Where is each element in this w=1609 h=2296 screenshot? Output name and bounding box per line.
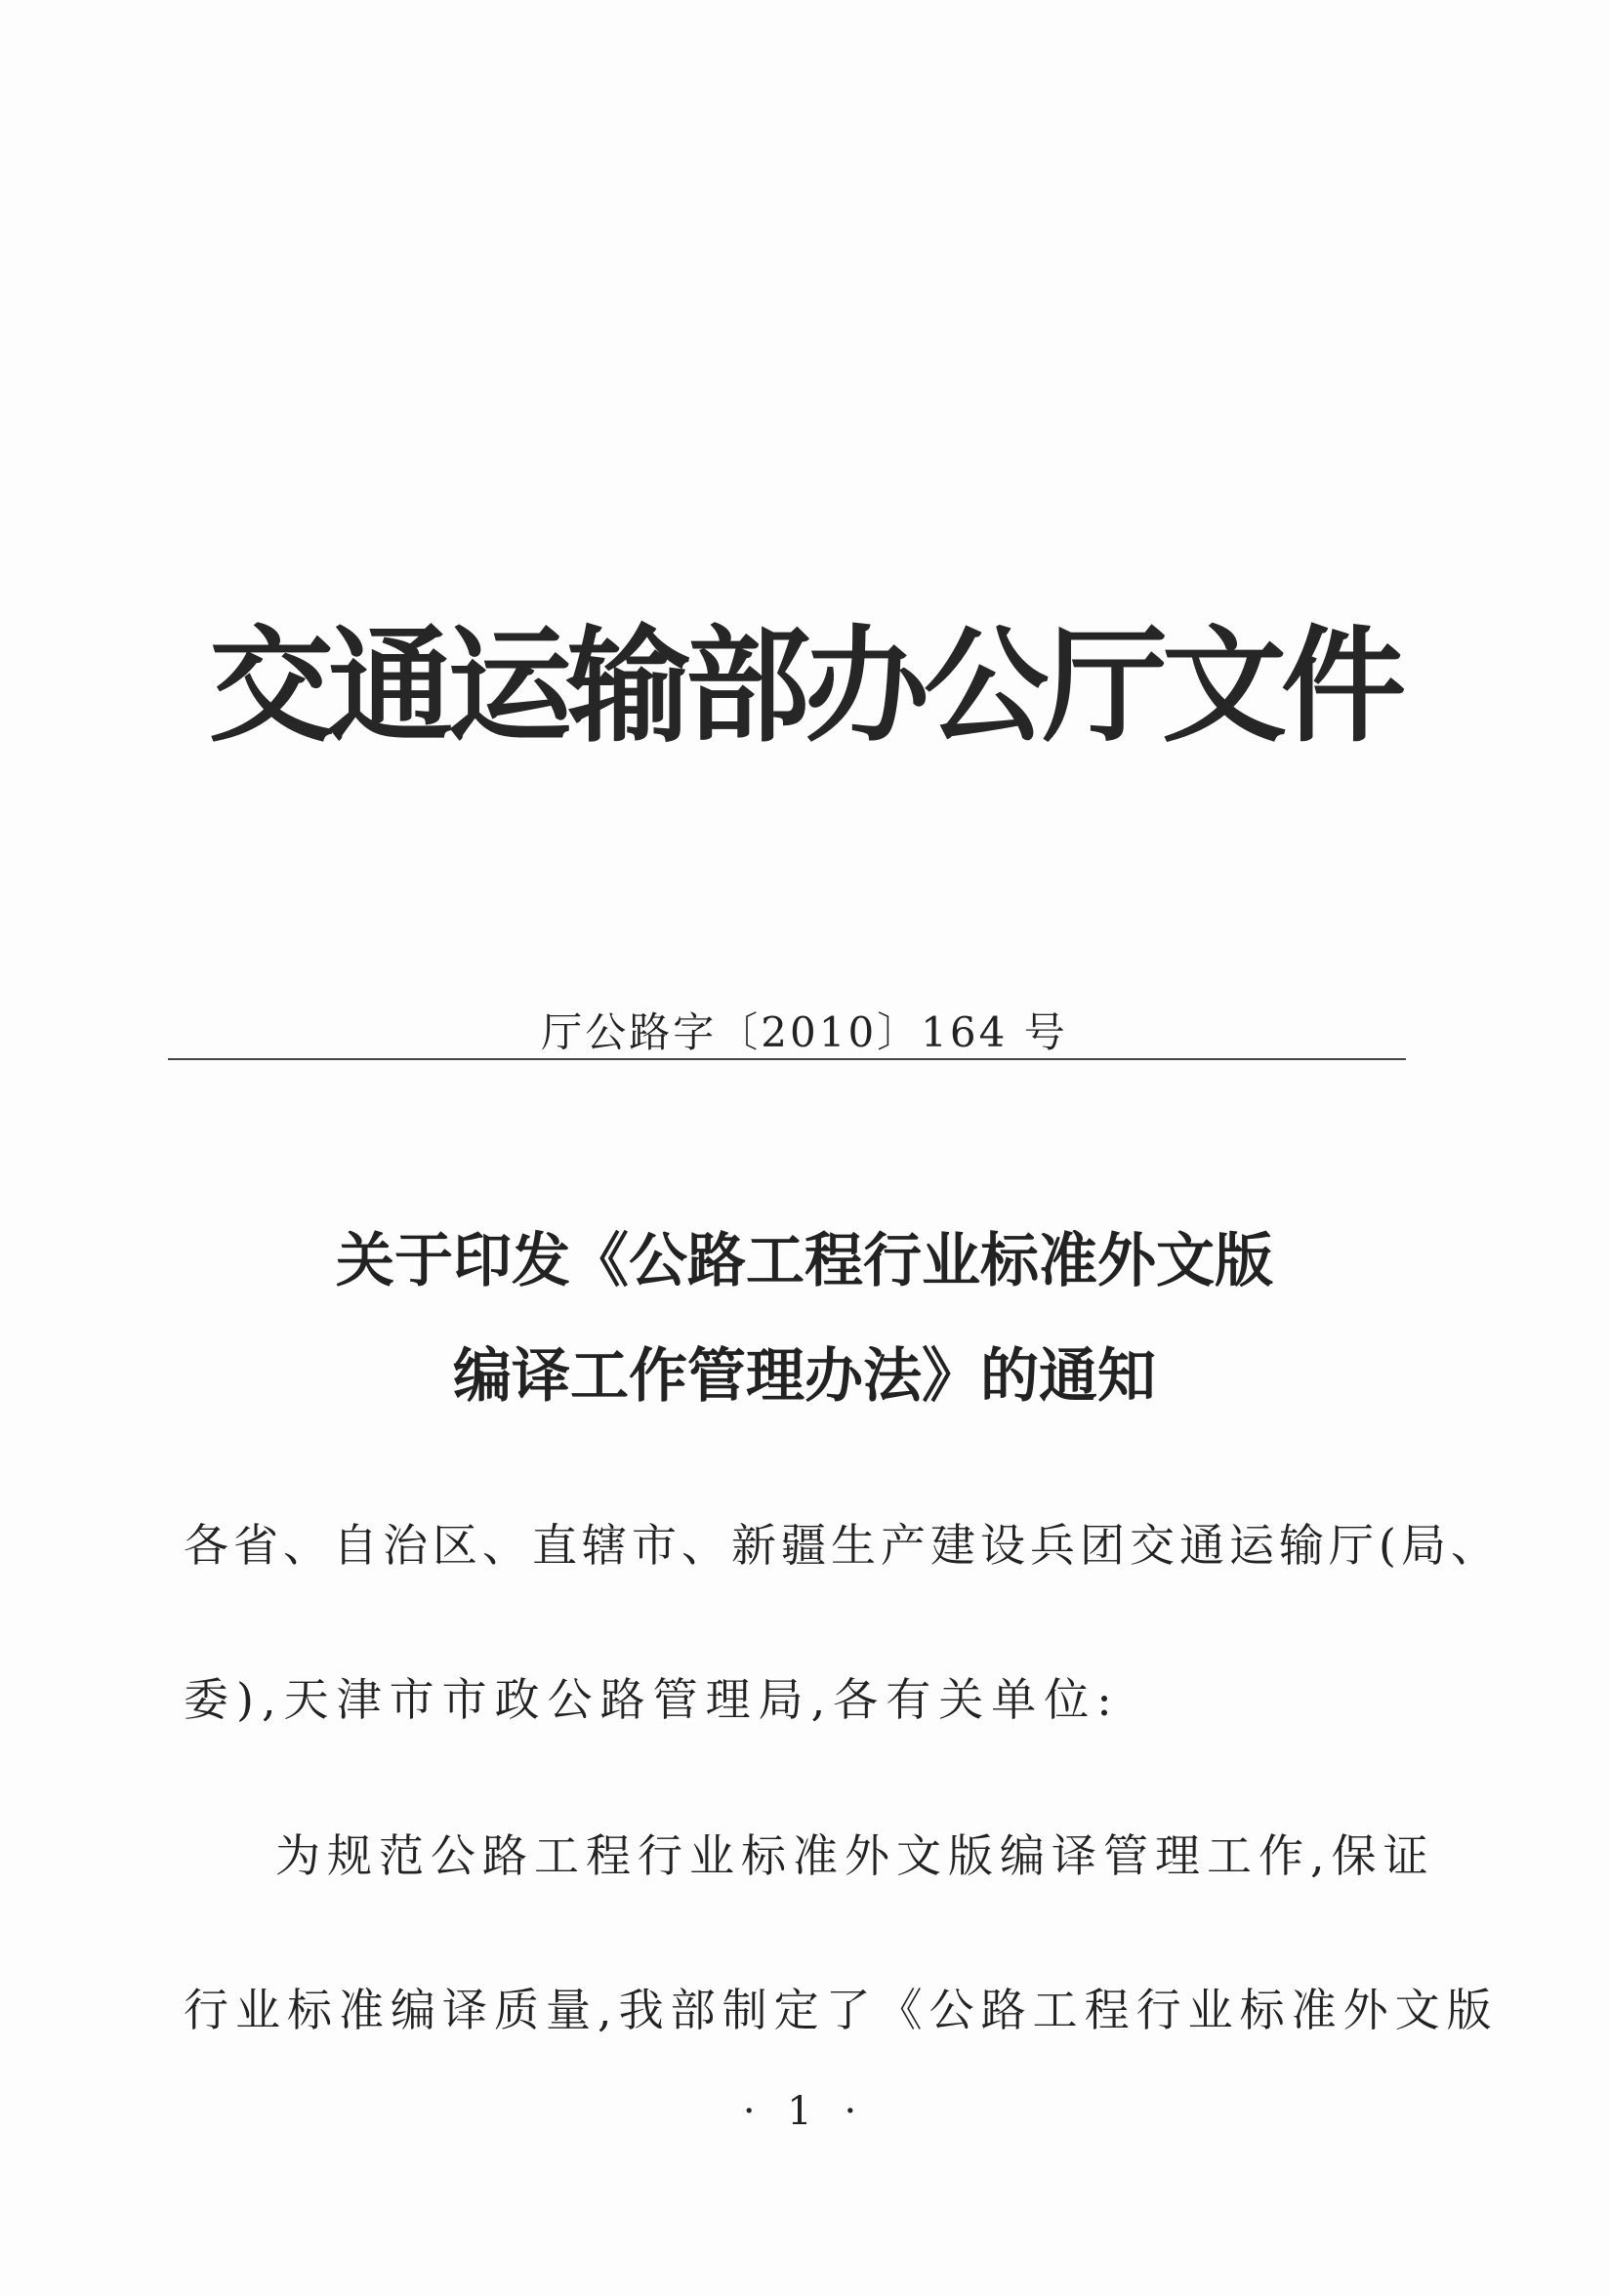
page-number: · 1 ·: [742, 2089, 867, 2134]
paragraph-line-2: 行业标准编译质量,我部制定了《公路工程行业标准外文版: [184, 1984, 1499, 2036]
document-header-title: 交通运输部办公厅文件: [208, 614, 1400, 759]
notice-title-line-2: 编译工作管理办法》的通知: [453, 1342, 1156, 1411]
paragraph-line-1: 为规范公路工程行业标准外文版编译管理工作,保证: [275, 1829, 1435, 1882]
notice-title-line-1: 关于印发《公路工程行业标准外文版: [336, 1227, 1273, 1295]
addressee-line-1: 各省、自治区、直辖市、新疆生产建设兵团交通运输厅(局、: [184, 1519, 1501, 1572]
header-divider: [168, 1058, 1406, 1060]
addressee-line-2: 委),天津市市政公路管理局,各有关单位:: [184, 1673, 1120, 1726]
document-number: 厅公路字〔2010〕164 号: [541, 1008, 1068, 1056]
